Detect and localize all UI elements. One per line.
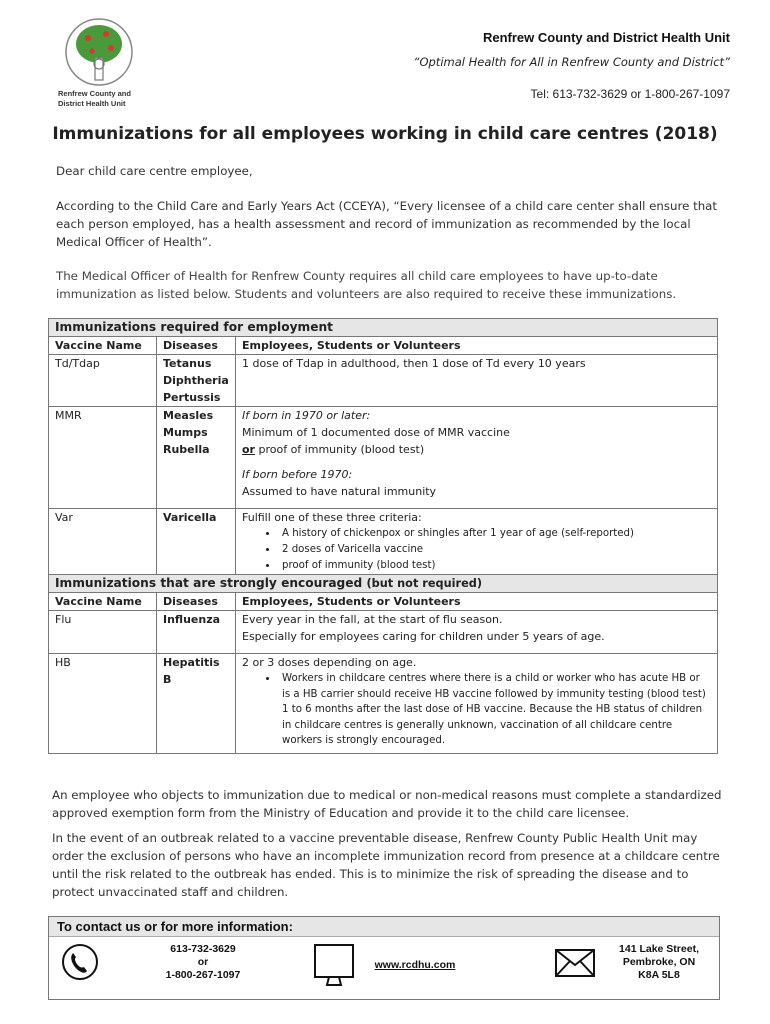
org-telephone: Tel: 613-732-3629 or 1-800-267-1097 (530, 87, 730, 101)
phone-number-local[interactable]: 613-732-3629 (170, 943, 236, 955)
mmr-line-5: Assumed to have natural immunity (242, 485, 437, 498)
table-header-row (49, 593, 718, 611)
diseases-cell (157, 407, 236, 509)
tree-logo-icon (62, 18, 136, 88)
outbreak-paragraph: In the event of an outbreak related to a vaccine preventable disease, Renfrew County Public Health Unit may order the exclusion of persons who have an incomplete immunization record from presence at a childcare centre until the risk related to the outbreak has ended. This is to minimize the risk of spreading the disease and to protect unvaccinated staff and children. (52, 831, 720, 899)
mmr-line-2: Minimum of 1 documented dose of MMR vaccine (242, 426, 510, 439)
col-employees: Employees, Students or Volunteers (236, 593, 718, 611)
var-intro: Fulfill one of these three criteria: (242, 511, 422, 524)
greeting: Dear child care centre employee, (56, 164, 253, 178)
diseases-cell (157, 355, 236, 407)
hb-line-1: 2 or 3 doses depending on age. (242, 656, 417, 669)
mmr-line-3 (242, 441, 711, 458)
diseases-cell (157, 611, 236, 654)
phone-number-tollfree[interactable]: 1-800-267-1097 (165, 969, 241, 981)
mmr-condition-1: If born in 1970 or later: (242, 409, 371, 422)
requirement (236, 654, 718, 754)
envelope-icon (555, 949, 595, 977)
phone-numbers (141, 943, 265, 982)
requirement (236, 407, 718, 509)
encouraged-section-title: Immunizations that are strongly encouraged (55, 576, 363, 590)
page-title: Immunizations for all employees working in child care centres (2018) (52, 124, 718, 144)
requirement-paragraph (56, 267, 724, 303)
required-section-header (49, 319, 718, 337)
or-emphasis: or (242, 443, 255, 456)
vaccine-name: HB (49, 654, 157, 754)
contact-box (48, 916, 720, 1000)
mmr-condition-2: If born before 1970: (242, 468, 353, 481)
col-diseases: Diseases (157, 593, 236, 611)
table-row-mmr (49, 407, 718, 509)
vaccine-name: Td/Tdap (49, 355, 157, 407)
vaccine-name: MMR (49, 407, 157, 509)
requirement: 1 dose of Tdap in adulthood, then 1 dose of Td every 10 years (236, 355, 718, 407)
flu-line-2: Especially for employees caring for children under 5 years of age. (242, 630, 605, 643)
table-row-hb (49, 654, 718, 754)
table-row-var (49, 509, 718, 575)
disease: Measles (163, 409, 214, 422)
phone-or: or (197, 956, 209, 968)
vaccine-name: Var (49, 509, 157, 575)
mmr-line-3-text: proof of immunity (blood test) (254, 443, 425, 456)
org-motto: “Optimal Health for All in Renfrew County and District” (413, 55, 730, 69)
logo-name-line2: District Health Unit (58, 99, 126, 108)
list-item: • proof of immunity (blood test) (278, 558, 711, 574)
disease: Varicella (163, 511, 217, 524)
diseases-cell (157, 509, 236, 575)
mailing-address (609, 943, 709, 982)
col-vaccine-name: Vaccine Name (49, 337, 157, 355)
phone-icon (61, 943, 99, 981)
table-header-row (49, 337, 718, 355)
col-diseases: Diseases (157, 337, 236, 355)
diseases-cell (157, 654, 236, 754)
encouraged-section-note: (but not required) (366, 577, 482, 590)
list-item: • A history of chickenpox or shingles after 1 year of age (self-reported) (278, 526, 711, 542)
disease: Mumps (163, 426, 208, 439)
list-item: • 2 doses of Varicella vaccine (278, 542, 711, 558)
health-unit-logo (58, 18, 154, 108)
col-vaccine-name: Vaccine Name (49, 593, 157, 611)
list-item: • Workers in childcare centres where there is a child or worker who has acute HB or is a HB carrier should receive HB vaccine followed by immunity testing (blood test) 1 to 6 months after the last dose of HB vaccine. Because the HB status of children in childcare centres is generally unknown, vaccination of all childcare centre workers is strongly encouraged. (278, 671, 711, 749)
col-employees: Employees, Students or Volunteers (236, 337, 718, 355)
requirement (236, 509, 718, 575)
disease: Pertussis (163, 391, 221, 404)
disease: Rubella (163, 443, 210, 456)
logo-name-line1: Renfrew County and (58, 89, 131, 98)
immunization-table (48, 318, 718, 754)
address-line-2: Pembroke, ON (622, 956, 696, 968)
table-row-td (49, 355, 718, 407)
table-row-flu (49, 611, 718, 654)
disease: Diphtheria (163, 374, 229, 387)
var-criteria-list (242, 526, 711, 574)
website-link[interactable]: www.rcdhu.com (374, 959, 456, 971)
letterhead (414, 30, 731, 101)
disease: Influenza (163, 613, 221, 626)
requirement (236, 611, 718, 654)
address-line-1: 141 Lake Street, (619, 943, 699, 955)
requirement-text: The Medical Officer of Health for Renfrew County requires all child care employees to have up-to-date immunization as listed below. Students and volunteers are also required to receive these immunizations. (56, 269, 677, 301)
disease: Hepatitis B (163, 656, 220, 686)
computer-monitor-icon (313, 941, 355, 989)
hb-list (242, 671, 711, 749)
disease: Tetanus (163, 357, 212, 370)
encouraged-section-header (49, 575, 718, 593)
required-section-title: Immunizations required for employment (49, 319, 718, 337)
cceya-paragraph: According to the Child Care and Early Years Act (CCEYA), “Every licensee of a child care center shall ensure that each person employed, has a health assessment and record of immunization as recommended by the local Medical Officer of Health”. (56, 199, 718, 249)
address-line-3: K8A 5L8 (638, 969, 680, 981)
flu-line-1: Every year in the fall, at the start of flu season. (242, 613, 503, 626)
contact-heading: To contact us or for more information: (49, 917, 719, 937)
vaccine-name: Flu (49, 611, 157, 654)
exemption-paragraph: An employee who objects to immunization due to medical or non-medical reasons must complete a standardized approved exemption form from the Ministry of Education and provide it to the child care licensee. (52, 788, 722, 820)
org-name: Renfrew County and District Health Unit (482, 30, 730, 45)
